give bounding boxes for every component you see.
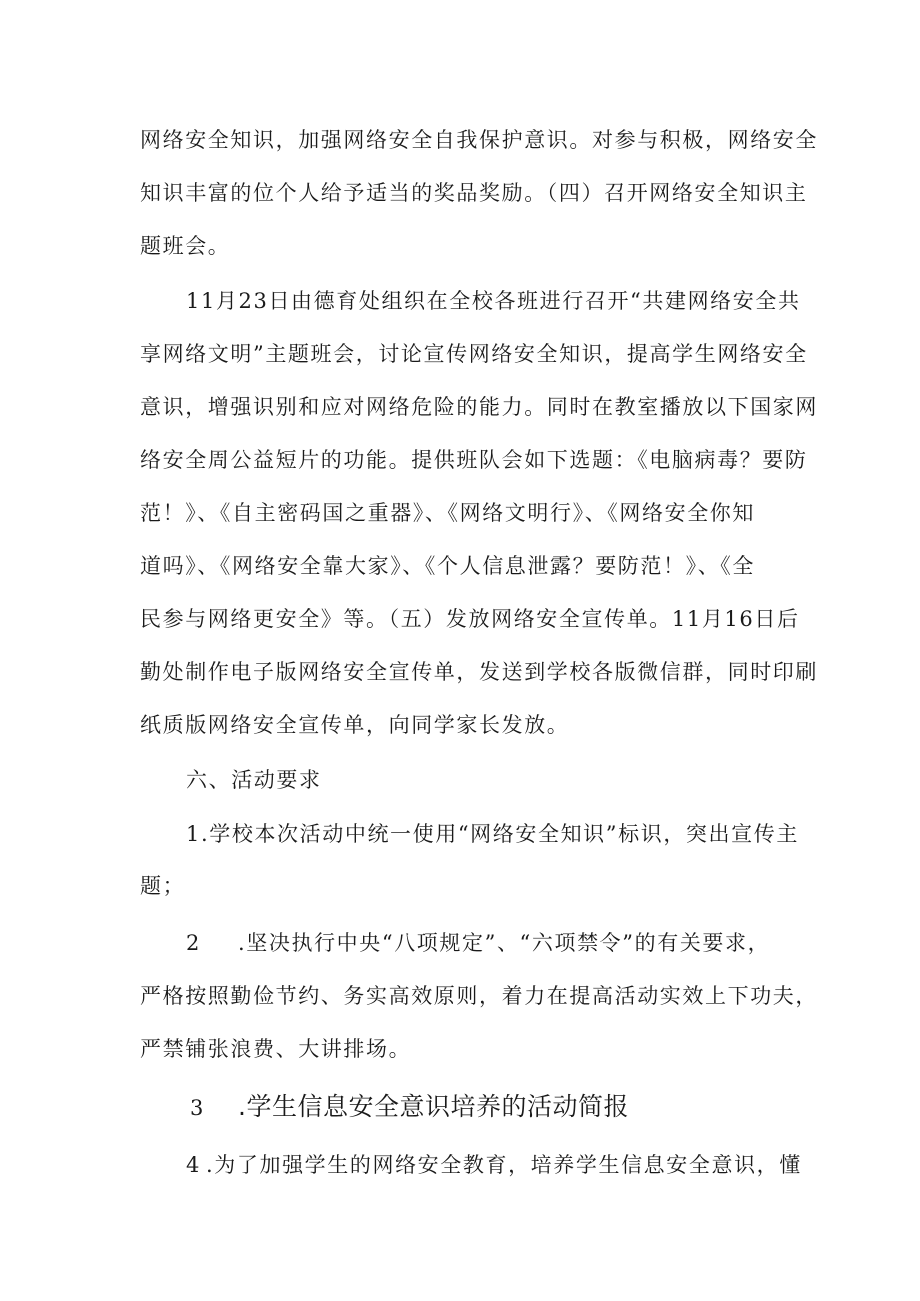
paragraph-2-line-9: 纸质版网络安全宣传单，向同学家长发放。 [140,713,570,737]
item-2-line-1 [186,928,790,958]
paragraph-2-line-4: 络安全周公益短片的功能。提供班队会如下选题：《电脑病毒？要防 [140,448,808,472]
paragraph-2-line-6: 道吗》、《网络安全靠大家》、《个人信息泄露？要防范！》、《全 [140,554,755,578]
item-4-text: .为了加强学生的网络安全教育，培养学生信息安全意识，懂 [206,1153,802,1177]
paragraph-2-line-2: 享网络文明”主题班会，讨论宣传网络安全知识，提高学生网络安全 [140,342,808,366]
item-1-line-2: 题； [140,874,186,898]
item-2-line-2: 严格按照勤俭节约、务实高效原则，着力在提高活动实效上下功夫， [140,984,818,1008]
section-heading: 六、活动要求 [186,768,322,792]
item-4-number: 4 [186,1153,201,1177]
item-2-number: 2 [186,931,201,955]
item-1-line-1 [186,819,799,849]
paragraph-1-line-1: 网络安全知识，加强网络安全自我保护意识。对参与积极，网络安全 [140,128,818,152]
item-1-number: 1 [186,822,201,846]
paragraph-2-line-5: 范！》、《自主密码国之重器》、《网络文明行》、《网络安全你知 [140,501,755,525]
paragraph-2-line-7: 民参与网络更安全》等。（五）发放网络安全宣传单。11月16日后 [140,607,800,631]
item-1-text: .学校本次活动中统一使用“网络安全知识”标识，突出宣传主 [200,822,799,846]
item-2-line-3: 严禁铺张浪费、大讲排场。 [140,1037,412,1061]
paragraph-2-line-3: 意识，增强识别和应对网络危险的能力。同时在教室播放以下国家网 [140,395,818,419]
item-3-number: 3 [190,1096,204,1120]
item-4-line-1 [186,1150,802,1180]
paragraph-1-line-2: 知识丰富的位个人给予适当的奖品奖励。（四）召开网络安全知识主 [140,181,808,205]
item-3-title [190,1090,750,1125]
item-3-text: .学生信息安全意识培养的活动简报 [238,1092,629,1121]
paragraph-1-line-3: 题班会。 [140,234,231,258]
item-2-text: .坚决执行中央“八项规定”、“六项禁令”的有关要求， [238,931,771,955]
paragraph-2-line-1: 11月23日由德育处组织在全校各班进行召开“共建网络安全共 [186,289,801,313]
paragraph-2-line-8: 勤处制作电子版网络安全宣传单，发送到学校各版微信群，同时印刷 [140,660,818,684]
